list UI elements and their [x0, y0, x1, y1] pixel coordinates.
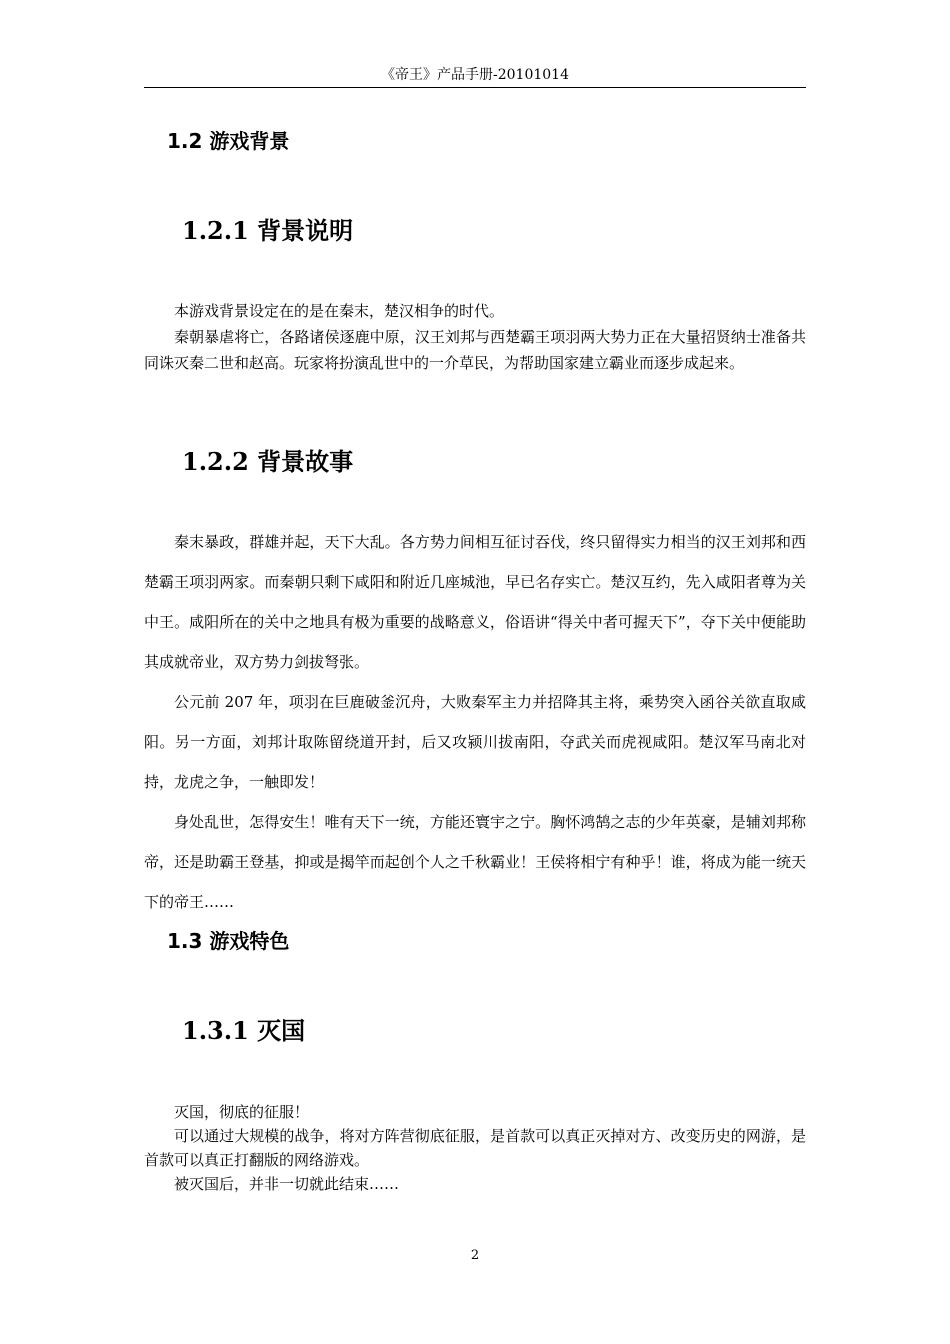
paragraph: 公元前 207 年，项羽在巨鹿破釜沉舟，大败秦军主力并招降其主将，乘势突入函谷关欲直取咸阳。另一方面，刘邦计取陈留绕道开封，后又攻颍川拔南阳，夺武关而虎视咸阳。楚汉军马南北对持，龙虎之争，一触即发！	[144, 693, 806, 791]
paragraph: 可以通过大规模的战争，将对方阵营彻底征服，是首款可以真正灭掉对方、改变历史的网游，是首款可以真正打翻版的网络游戏。	[144, 1127, 806, 1169]
heading-1-2-2: 1.2.2 背景故事	[182, 447, 354, 476]
heading-1-3-1: 1.3.1 灭国	[182, 1016, 306, 1045]
page-number: 2	[470, 1248, 480, 1263]
heading-1-2-1: 1.2.1 背景说明	[182, 216, 354, 245]
heading-1-2: 1.2 游戏背景	[167, 129, 290, 153]
section-1-2-1-body	[144, 298, 806, 376]
paragraph: 身处乱世，怎得安生！唯有天下一统，方能还寰宇之宁。胸怀鸿鹄之志的少年英豪，是辅刘邦称帝，还是助霸王登基，抑或是揭竿而起创个人之千秋霸业！王侯将相宁有种乎！谁，将成为能一统天下的帝王……	[144, 813, 806, 911]
paragraph: 被灭国后，并非一切就此结束……	[174, 1175, 400, 1193]
page-header-title: 《帝王》产品手册-20101014	[381, 67, 569, 83]
paragraph: 灭国，彻底的征服！	[174, 1103, 310, 1121]
section-1-2-2-body	[144, 522, 806, 922]
header-divider	[144, 87, 806, 88]
heading-1-3: 1.3 游戏特色	[167, 929, 290, 953]
paragraph: 秦末暴政，群雄并起，天下大乱。各方势力间相互征讨吞伐，终只留得实力相当的汉王刘邦和西楚霸王项羽两家。而秦朝只剩下咸阳和附近几座城池，早已名存实亡。楚汉互约，先入咸阳者尊为关中王。咸阳所在的关中之地具有极为重要的战略意义，俗语讲“得关中者可握天下”，夺下关中便能助其成就帝业，双方势力剑拔弩张。	[144, 533, 806, 671]
paragraph: 本游戏背景设定在的是在秦末，楚汉相争的时代。	[174, 302, 505, 320]
paragraph: 秦朝暴虐将亡，各路诸侯逐鹿中原，汉王刘邦与西楚霸王项羽两大势力正在大量招贤纳士准备共同诛灭秦二世和赵高。玩家将扮演乱世中的一介草民，为帮助国家建立霸业而逐步成起来。	[144, 328, 806, 372]
section-1-3-1-body	[144, 1100, 806, 1196]
